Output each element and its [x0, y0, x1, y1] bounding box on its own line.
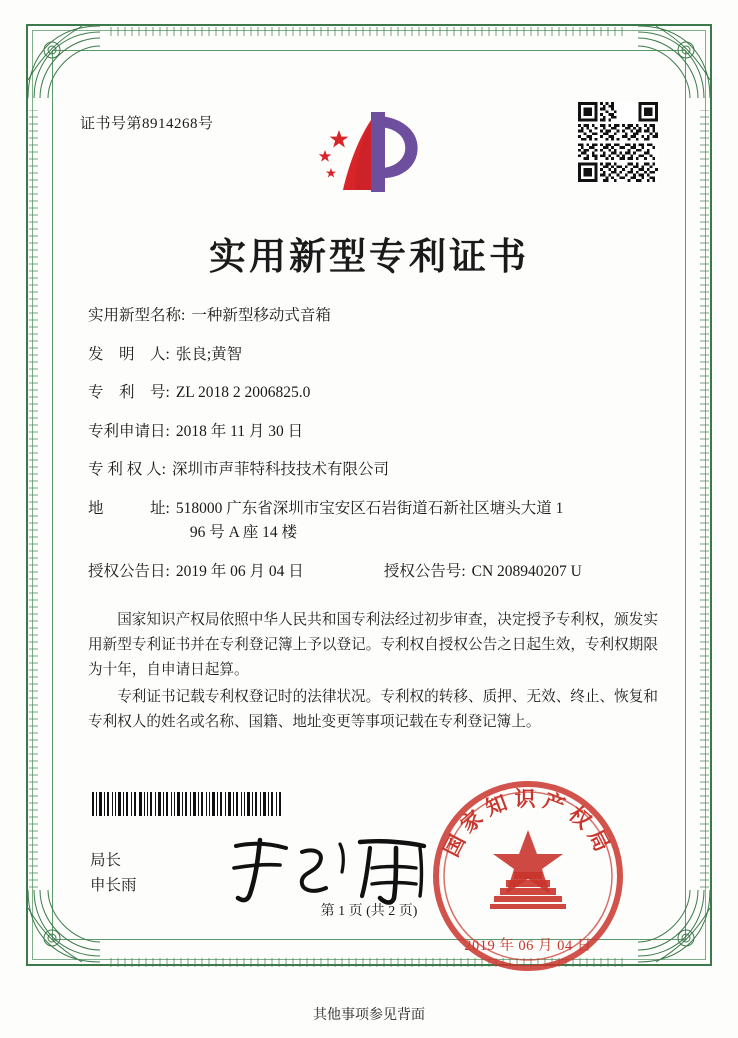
field-value-patentee: 深圳市声菲特科技技术有限公司	[171, 461, 389, 478]
field-row-inventor	[88, 347, 662, 363]
border-pattern-top	[110, 27, 628, 36]
field-row-announcement	[88, 564, 662, 580]
field-label-patent-number: 专 利 号:	[88, 384, 170, 401]
field-value-name: 一种新型移动式音箱	[191, 307, 331, 324]
field-label-patentee: 专 利 权 人:	[88, 461, 166, 478]
director-name: 申长雨	[90, 877, 137, 895]
field-value-application-date: 2018 年 11 月 30 日	[175, 422, 304, 440]
legal-paragraph-2: 专利证书记载专利权登记时的法律状况。专利权的转移、质押、无效、终止、恢复和专利权人的姓名或名称、国籍、地址变更等事项记载在专利登记簿上。	[88, 689, 658, 731]
certificate-content	[52, 50, 686, 954]
field-row-patent-number	[88, 385, 662, 401]
certificate-number: 证书号第8914268号	[80, 116, 214, 132]
address-line-1: 518000 广东省深圳市宝安区石岩街道石新社区塘头大道 1	[175, 499, 564, 517]
border-pattern-left	[29, 110, 38, 888]
legal-text	[88, 608, 658, 737]
director-block	[90, 848, 137, 898]
field-value-inventor: 张良;黄智	[175, 345, 243, 363]
seal-date: 2019 年 06 月 04 日	[464, 938, 592, 954]
legal-paragraph-1: 国家知识产权局依照中华人民共和国专利法经过初步审查，决定授予专利权，颁发实用新型专利证书并在专利登记簿上予以登记。专利权自授权公告之日起生效，专利权期限为十年，自申请日起算。	[88, 612, 658, 679]
field-label-announcement-number: 授权公告号:	[383, 562, 466, 580]
barcode	[90, 792, 282, 816]
director-title-label: 局长	[90, 852, 122, 869]
fields-list	[88, 308, 662, 602]
field-value-announcement-date: 2019 年 06 月 04 日	[175, 562, 304, 580]
seal-top-text: 国家知识产权局	[438, 786, 618, 861]
field-row-address	[88, 501, 662, 541]
field-row-application-date	[88, 424, 662, 440]
address-line-2: 96 号 A 座 14 楼	[189, 524, 298, 541]
page-indicator: 第 1 页 (共 2 页)	[320, 904, 418, 919]
field-label-inventor: 发 明 人:	[88, 345, 170, 363]
field-label-name: 实用新型名称:	[88, 307, 186, 324]
patent-office-emblem-icon	[309, 106, 429, 202]
field-row-patentee	[88, 462, 662, 478]
field-value-patent-number: ZL 2018 2 2006825.0	[175, 384, 311, 401]
field-value-announcement-number: CN 208940207 U	[471, 562, 582, 580]
field-row-name	[88, 308, 662, 324]
footer-note: 其他事项参见背面	[313, 1008, 425, 1023]
field-label-announcement-date: 授权公告日:	[88, 562, 170, 580]
page-title: 实用新型专利证书	[209, 234, 529, 278]
field-label-address: 地 址:	[88, 499, 170, 517]
field-label-application-date: 专利申请日:	[88, 422, 170, 440]
qr-code-icon	[578, 102, 658, 182]
field-value-address	[170, 501, 662, 541]
border-pattern-right	[700, 110, 709, 888]
handwritten-signature-icon	[220, 832, 440, 908]
